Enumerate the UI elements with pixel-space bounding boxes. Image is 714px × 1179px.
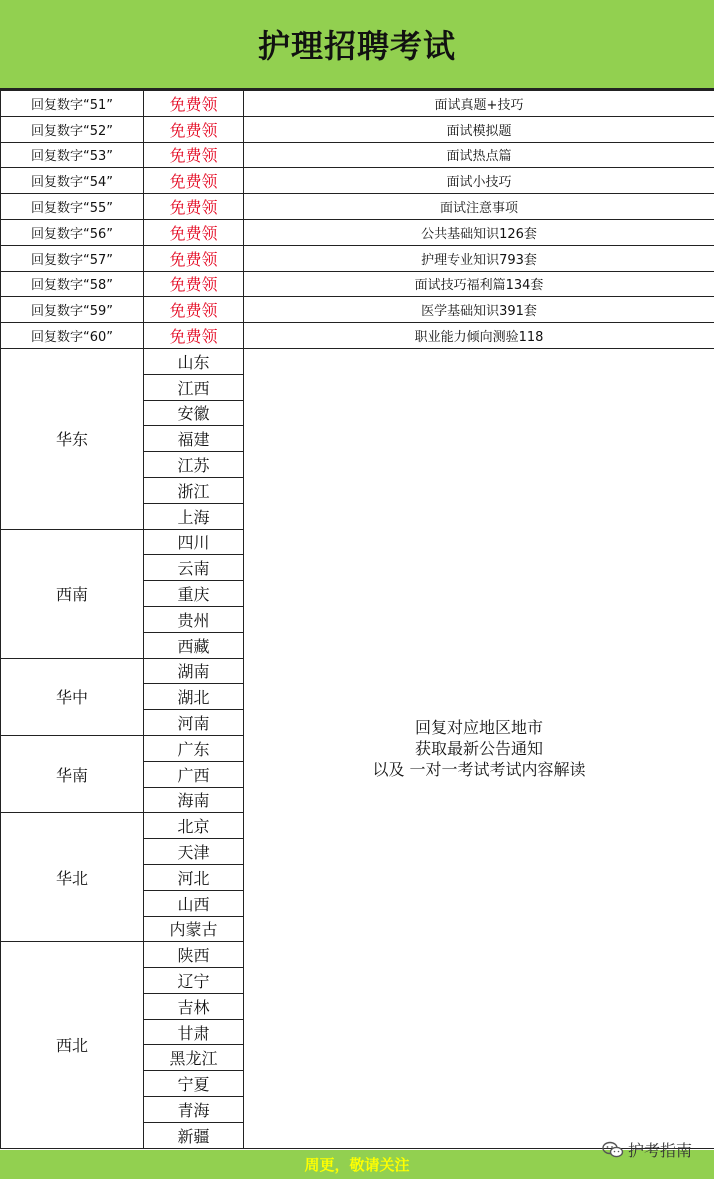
reply-code: 回复数字“59” — [1, 297, 144, 323]
reply-code: 回复数字“51” — [1, 91, 144, 117]
free-label: 免费领 — [144, 91, 244, 117]
province-cell: 甘肃 — [144, 1019, 244, 1045]
reply-code: 回复数字“60” — [1, 323, 144, 349]
province-cell: 上海 — [144, 503, 244, 529]
reply-item: 医学基础知识391套 — [244, 297, 714, 323]
region-name: 华中 — [1, 658, 144, 735]
province-cell: 宁夏 — [144, 1071, 244, 1097]
reply-row — [1, 219, 714, 245]
reply-code: 回复数字“57” — [1, 245, 144, 271]
info-line: 以及 一对一考试考试内容解读 — [372, 759, 586, 779]
free-label: 免费领 — [144, 323, 244, 349]
province-cell: 陕西 — [144, 942, 244, 968]
reply-code: 回复数字“56” — [1, 219, 144, 245]
free-label: 免费领 — [144, 271, 244, 297]
free-label: 免费领 — [144, 194, 244, 220]
reply-item: 面试模拟题 — [244, 116, 714, 142]
province-cell: 青海 — [144, 1097, 244, 1123]
province-cell: 云南 — [144, 555, 244, 581]
province-cell: 河南 — [144, 710, 244, 736]
region-name: 华南 — [1, 735, 144, 812]
region-name: 华北 — [1, 813, 144, 942]
province-cell: 江苏 — [144, 452, 244, 478]
province-cell: 辽宁 — [144, 968, 244, 994]
province-cell: 浙江 — [144, 477, 244, 503]
reply-code: 回复数字“58” — [1, 271, 144, 297]
province-cell: 湖北 — [144, 684, 244, 710]
region-name: 西北 — [1, 942, 144, 1148]
province-cell: 海南 — [144, 787, 244, 813]
reply-item: 职业能力倾向测验118 — [244, 323, 714, 349]
reply-item: 公共基础知识126套 — [244, 219, 714, 245]
wechat-icon — [602, 1141, 624, 1159]
province-cell: 重庆 — [144, 581, 244, 607]
province-cell: 天津 — [144, 839, 244, 865]
watermark-text: 护考指南 — [627, 1141, 692, 1160]
province-cell: 福建 — [144, 426, 244, 452]
info-line: 回复对应地区地市 — [414, 717, 543, 737]
reply-item: 护理专业知识793套 — [244, 245, 714, 271]
region-name: 西南 — [1, 529, 144, 658]
reply-item: 面试小技巧 — [244, 168, 714, 194]
province-cell: 广西 — [144, 761, 244, 787]
info-cell — [244, 348, 714, 1148]
free-label: 免费领 — [144, 245, 244, 271]
reply-item: 面试注意事项 — [244, 194, 714, 220]
province-cell: 北京 — [144, 813, 244, 839]
province-cell: 贵州 — [144, 606, 244, 632]
free-label: 免费领 — [144, 116, 244, 142]
reply-row — [1, 142, 714, 168]
reply-item: 面试热点篇 — [244, 142, 714, 168]
page-title: 护理招聘考试 — [257, 27, 456, 65]
province-cell: 安徽 — [144, 400, 244, 426]
free-label: 免费领 — [144, 142, 244, 168]
reply-row — [1, 168, 714, 194]
reply-row — [1, 91, 714, 117]
reply-code: 回复数字“52” — [1, 116, 144, 142]
watermark — [602, 1138, 692, 1161]
free-label: 免费领 — [144, 297, 244, 323]
reply-row — [1, 116, 714, 142]
reply-row — [1, 245, 714, 271]
province-cell: 四川 — [144, 529, 244, 555]
info-line: 获取最新公告通知 — [414, 738, 543, 758]
province-cell: 山西 — [144, 890, 244, 916]
province-cell: 广东 — [144, 735, 244, 761]
province-cell: 山东 — [144, 348, 244, 374]
footer-text: 周更，敬请关注 — [304, 1156, 410, 1174]
free-label: 免费领 — [144, 168, 244, 194]
province-cell: 西藏 — [144, 632, 244, 658]
reply-code: 回复数字“55” — [1, 194, 144, 220]
title-bar — [0, 0, 714, 90]
province-cell: 湖南 — [144, 658, 244, 684]
province-cell: 河北 — [144, 864, 244, 890]
content-table — [0, 90, 714, 1149]
province-cell: 黑龙江 — [144, 1045, 244, 1071]
reply-item: 面试真题+技巧 — [244, 91, 714, 117]
province-cell: 新疆 — [144, 1122, 244, 1148]
reply-code: 回复数字“54” — [1, 168, 144, 194]
reply-row — [1, 297, 714, 323]
province-cell: 吉林 — [144, 993, 244, 1019]
region-name: 华东 — [1, 348, 144, 529]
reply-item: 面试技巧福利篇134套 — [244, 271, 714, 297]
reply-row — [1, 323, 714, 349]
reply-row — [1, 271, 714, 297]
region-row — [1, 348, 714, 374]
reply-row — [1, 194, 714, 220]
province-cell: 江西 — [144, 374, 244, 400]
province-cell: 内蒙古 — [144, 916, 244, 942]
free-label: 免费领 — [144, 219, 244, 245]
reply-code: 回复数字“53” — [1, 142, 144, 168]
